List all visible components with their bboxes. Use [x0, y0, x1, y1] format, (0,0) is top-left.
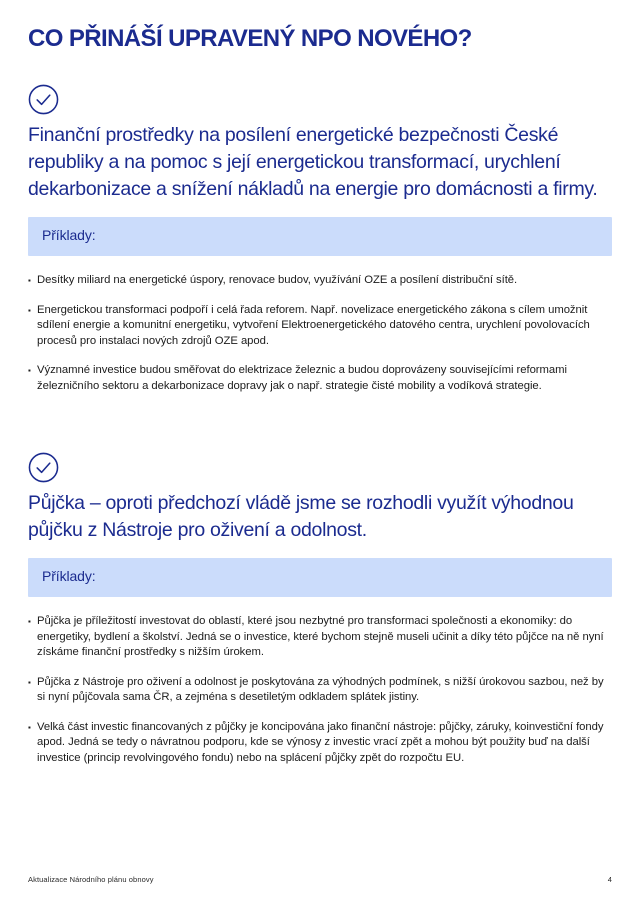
examples-box: [28, 558, 612, 597]
section-lead-text: Půjčka – oproti předchozí vládě jsme se rozhodli využít výhodnou půjčku z Nástroje pro oživení a odolnost.: [28, 492, 574, 542]
bullet-list: [28, 273, 612, 394]
page-footer: [28, 875, 612, 884]
bullet-item: ▪ Půjčka je příležitostí investovat do oblastí, které jsou nezbytné pro transformaci společnosti a ekonomiky: do energetiky, bydlení a školství. Jedná se o investice, které bychom stejně museli učinit a díky této půjčce na ně nyní získáme finanční prostředky s nižším úrokem.: [28, 614, 612, 661]
footer-page-number: 4: [607, 875, 612, 884]
footer-document-name: Aktualizace Národního plánu obnovy: [28, 875, 154, 884]
bullet-item: ▪ Desítky miliard na energetické úspory, renovace budov, využívání OZE a posílení distribuční sítě.: [28, 273, 612, 289]
check-circle-icon: [28, 84, 59, 115]
section-loan: [28, 452, 612, 766]
section-energy: [28, 84, 612, 394]
bullet-item: ▪ Významné investice budou směřovat do elektrizace železnic a budou doprovázeny souvisejícími reformami železničního sektoru a dekarbonizace dopravy jak o např. strategie čisté mobility a vodíková strategie.: [28, 363, 612, 394]
bullet-item: ▪ Velká část investic financovaných z půjčky je koncipována jako finanční nástroje: půjčky, záruky, koinvestiční fondy apod. Jedná se tedy o návratnou podporu, kde se výnosy z investic vrací zpět a mohou být použity buď na další investice (princip revolvingového fondu) nebo na splácení půjčky zpět do rozpočtu EU.: [28, 720, 612, 767]
page-title: CO PŘINÁŠÍ UPRAVENÝ NPO NOVÉHO?: [28, 25, 472, 52]
bullet-item: ▪ Půjčka z Nástroje pro oživení a odolnost je poskytována za výhodných podmínek, s nižší úrokovou sazbou, než by si nyní půjčovala sama ČR, a zejména s desetiletým odkladem splátek jistiny.: [28, 675, 612, 706]
examples-box: [28, 217, 612, 256]
bullet-item: ▪ Energetickou transformaci podpoří i celá řada reforem. Např. novelizace energetického zákona s cílem umožnit sdílení energie a komunitní energetiku, vytvoření Elektroenergetického datového centra, urychlení povolovacích procesů pro instalaci nových zdrojů OZE apod.: [28, 303, 612, 350]
section-lead-text: Finanční prostředky na posílení energetické bezpečnosti České republiky a na pomoc s její energetickou transformací, urychlení dekarbonizace a snížení nákladů na energie pro domácnosti a firmy.: [28, 124, 598, 201]
examples-label: Příklady:: [42, 227, 96, 244]
check-circle-icon: [28, 452, 59, 483]
examples-label: Příklady:: [42, 568, 96, 585]
bullet-list: [28, 614, 612, 766]
